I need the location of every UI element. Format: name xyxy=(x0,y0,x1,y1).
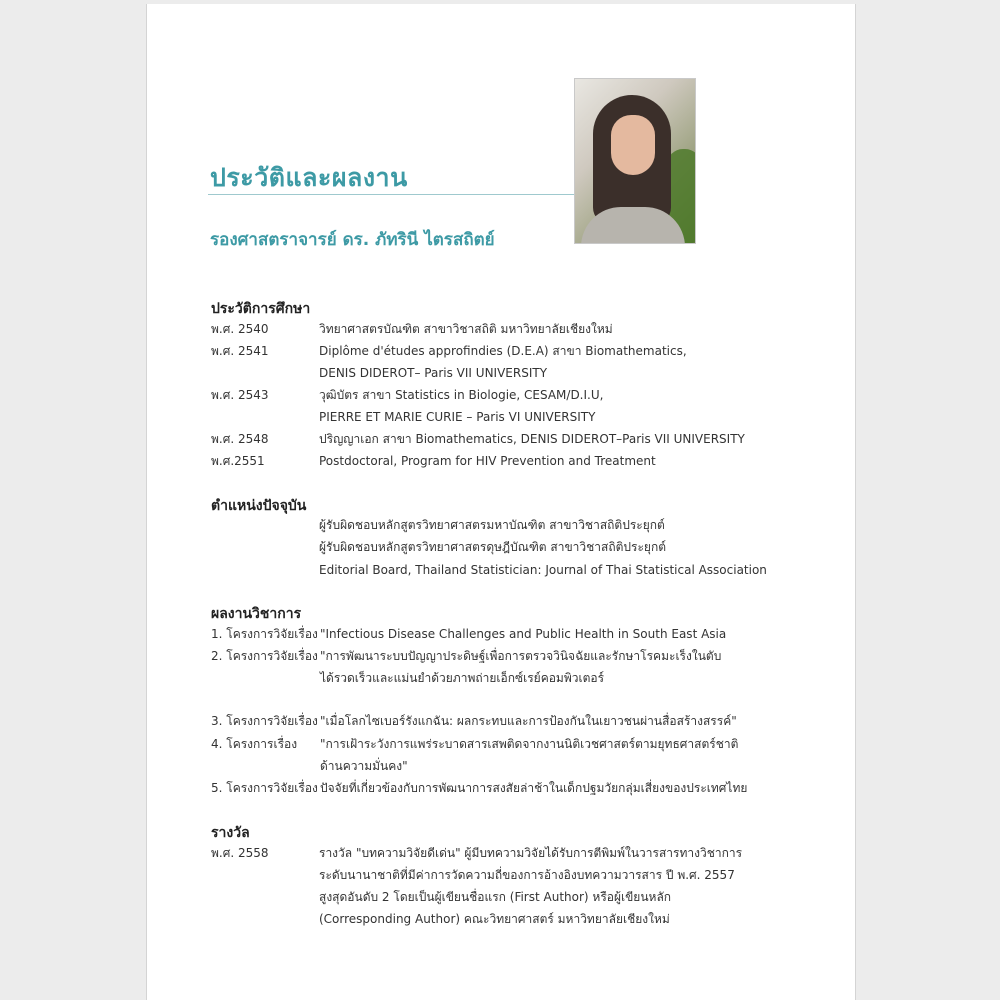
work-label: 3. โครงการวิจัยเรื่อง xyxy=(211,714,318,728)
education-text: PIERRE ET MARIE CURIE – Paris VI UNIVERSITY xyxy=(319,410,596,424)
education-year: พ.ศ. 2548 xyxy=(211,432,269,446)
education-text: ปริญญาเอก สาขา Biomathematics, DENIS DIDEROT–Paris VII UNIVERSITY xyxy=(319,432,745,446)
photo-face xyxy=(611,115,655,175)
person-name: รองศาสตราจารย์ ดร. ภัทรินี ไตรสถิตย์ xyxy=(210,230,495,250)
education-text: วุฒิบัตร สาขา Statistics in Biologie, CESAM/D.I.U, xyxy=(319,388,604,402)
work-title: "การเฝ้าระวังการแพร่ระบาดสารเสพติดจากงานนิติเวชศาสตร์ตามยุทธศาสตร์ชาติ xyxy=(320,737,739,751)
work-label: 4. โครงการเรื่อง xyxy=(211,737,298,751)
education-year: พ.ศ. 2543 xyxy=(211,388,269,402)
education-heading: ประวัติการศึกษา xyxy=(211,301,311,317)
work-label: 2. โครงการวิจัยเรื่อง xyxy=(211,649,318,663)
work-title: "การพัฒนาระบบปัญญาประดิษฐ์เพื่อการตรวจวินิจฉัยและรักษาโรคมะเร็งในตับ xyxy=(320,649,722,663)
awards-heading: รางวัล xyxy=(211,825,250,841)
education-year: พ.ศ.2551 xyxy=(211,454,265,468)
positions-heading: ตำแหน่งปัจจุบัน xyxy=(211,498,307,514)
award-year: พ.ศ. 2558 xyxy=(211,846,269,860)
education-text: วิทยาศาสตรบัณฑิต สาขาวิชาสถิติ มหาวิทยาลัยเชียงใหม่ xyxy=(319,322,613,336)
portrait-photo xyxy=(574,78,696,244)
position-line: ผู้รับผิดชอบหลักสูตรวิทยาศาสตรมหาบัณฑิต สาขาวิชาสถิติประยุกต์ xyxy=(319,518,665,532)
education-year: พ.ศ. 2541 xyxy=(211,344,269,358)
award-text: สูงสุดอันดับ 2 โดยเป็นผู้เขียนชื่อแรก (First Author) หรือผู้เขียนหลัก xyxy=(319,890,672,904)
work-title: "เมื่อโลกไซเบอร์รังแกฉัน: ผลกระทบและการป้องกันในเยาวชนผ่านสื่อสร้างสรรค์" xyxy=(320,714,737,728)
award-text: รางวัล "บทความวิจัยดีเด่น" ผู้มีบทความวิจัยได้รับการตีพิมพ์ในวารสารทางวิชาการ xyxy=(319,846,743,860)
work-title: ด้านความมั่นคง" xyxy=(320,759,408,773)
work-label: 1. โครงการวิจัยเรื่อง xyxy=(211,627,318,641)
award-text: ระดับนานาชาติที่มีค่าการวัดความถี่ของการอ้างอิงบทความวารสาร ปี พ.ศ. 2557 xyxy=(319,868,735,882)
education-year: พ.ศ. 2540 xyxy=(211,322,269,336)
title-divider xyxy=(208,194,574,195)
work-title: ได้รวดเร็วและแม่นยำด้วยภาพถ่ายเอ็กซ์เรย์คอมพิวเตอร์ xyxy=(320,671,605,685)
work-title: "Infectious Disease Challenges and Public Health in South East Asia xyxy=(320,627,727,641)
position-line: ผู้รับผิดชอบหลักสูตรวิทยาศาสตรดุษฎีบัณฑิต สาขาวิชาสถิติประยุกต์ xyxy=(319,540,666,554)
work-label: 5. โครงการวิจัยเรื่อง xyxy=(211,781,318,795)
award-text: (Corresponding Author) คณะวิทยาศาสตร์ มหาวิทยาลัยเชียงใหม่ xyxy=(319,912,670,926)
works-heading: ผลงานวิชาการ xyxy=(211,606,302,622)
position-line: Editorial Board, Thailand Statistician: Journal of Thai Statistical Association xyxy=(319,563,767,577)
work-title: ปัจจัยที่เกี่ยวข้องกับการพัฒนาการสงสัยล่าช้าในเด็กปฐมวัยกลุ่มเสี่ยงของประเทศไทย xyxy=(320,781,748,795)
education-text: DENIS DIDEROT– Paris VII UNIVERSITY xyxy=(319,366,548,380)
education-text: Postdoctoral, Program for HIV Prevention and Treatment xyxy=(319,454,656,468)
page-title: ประวัติและผลงาน xyxy=(210,163,408,192)
education-text: Diplôme d'études approfindies (D.E.A) สาขา Biomathematics, xyxy=(319,344,687,358)
